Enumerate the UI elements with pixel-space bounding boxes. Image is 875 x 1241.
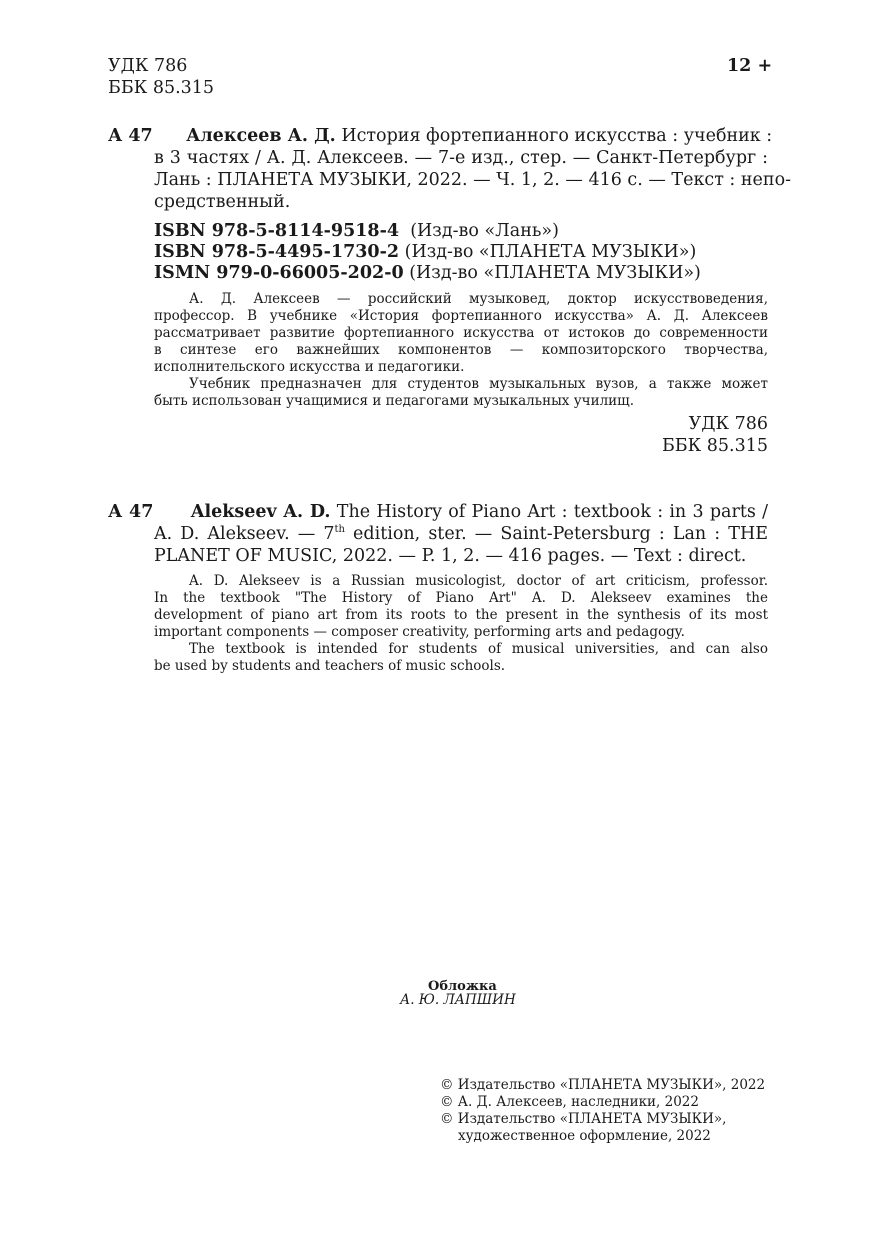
annotation-line: исполнительского искусства и педагогики. xyxy=(154,359,465,375)
en-record-line-1 xyxy=(108,502,768,523)
bbk-code: ББК 85.315 xyxy=(108,78,215,98)
isbn-publisher: (Изд-во «Лань») xyxy=(410,221,559,241)
en-record-line-2 xyxy=(154,524,768,545)
annotation-line: In the textbook "The History of Piano Art" A. D. Alekseev examines the xyxy=(154,590,768,606)
cover-credit-title: Обложка xyxy=(428,979,497,994)
ru-record-line-3: Лань : ПЛАНЕТА МУЗЫКИ, 2022. — Ч. 1, 2. — 416 с. — Текст : непо- xyxy=(154,170,792,190)
bbk-code-right: ББК 85.315 xyxy=(661,436,768,456)
ru-record-title: История фортепианного искусства : учебник : xyxy=(341,126,773,146)
annotation-line: important components — composer creativity, performing arts and pedagogy. xyxy=(154,624,685,640)
annotation-line: профессор. В учебнике «История фортепианного искусства» А. Д. Алексеев xyxy=(154,308,768,324)
copyright-line: © А. Д. Алексеев, наследники, 2022 xyxy=(440,1094,699,1110)
cover-designer-name: А. Ю. ЛАПШИН xyxy=(400,992,516,1008)
age-rating: 12 + xyxy=(727,56,773,76)
en-record-line-2-part-a: A. D. Alekseev. — 7 xyxy=(154,524,335,544)
isbn-publisher: (Изд-во «ПЛАНЕТА МУЗЫКИ») xyxy=(409,263,701,283)
ismn-number: ISMN 979-0-66005-202-0 xyxy=(154,263,404,283)
annotation-line: быть использован учащимися и педагогами музыкальных училищ. xyxy=(154,393,634,409)
ru-record-line-4: средственный. xyxy=(154,192,291,212)
annotation-line: Учебник предназначен для студентов музыкальных вузов, а также может xyxy=(189,376,768,392)
copyright-line: © Издательство «ПЛАНЕТА МУЗЫКИ», 2022 xyxy=(440,1077,766,1093)
udk-code-right: УДК 786 xyxy=(688,414,768,434)
annotation-line: А. Д. Алексеев — российский музыковед, доктор искусствоведения, xyxy=(189,291,768,307)
isbn-item xyxy=(154,263,701,284)
annotation-line: development of piano art from its roots to the present in the synthesis of its most xyxy=(154,607,768,623)
udk-code: УДК 786 xyxy=(108,56,188,76)
annotation-line: The textbook is intended for students of musical universities, and can also xyxy=(189,641,768,657)
annotation-line: be used by students and teachers of music schools. xyxy=(154,658,506,674)
isbn-number: ISBN 978-5-8114-9518-4 xyxy=(154,221,400,241)
ru-record-line-2: в 3 частях / А. Д. Алексеев. — 7-е изд., стер. — Санкт-Петербург : xyxy=(154,148,768,168)
ru-record-line-1 xyxy=(108,126,773,147)
annotation-line: в синтезе его важнейших компонентов — композиторского творчества, xyxy=(154,342,768,358)
copyright-line: художественное оформление, 2022 xyxy=(458,1128,711,1144)
isbn-item xyxy=(154,242,696,263)
ru-record-code: А 47 xyxy=(108,126,153,146)
isbn-number: ISBN 978-5-4495-1730-2 xyxy=(154,242,400,262)
en-record-line-3: PLANET OF MUSIC, 2022. — P. 1, 2. — 416 pages. — Text : direct. xyxy=(154,546,747,566)
annotation-line: A. D. Alekseev is a Russian musicologist, doctor of art criticism, professor. xyxy=(189,573,768,589)
en-record-author: Alekseev A. D. xyxy=(190,502,331,522)
en-record-title: The History of Piano Art : textbook : in 3 parts / xyxy=(336,502,768,522)
copyright-line: © Издательство «ПЛАНЕТА МУЗЫКИ», xyxy=(440,1111,727,1127)
en-record-line-2-part-b: edition, ster. — Saint-Petersburg : Lan : THE xyxy=(344,524,768,544)
isbn-publisher: (Изд-во «ПЛАНЕТА МУЗЫКИ») xyxy=(404,242,697,262)
annotation-line: рассматривает развитие фортепианного искусства от истоков до современности xyxy=(154,325,768,341)
edition-ordinal-suffix: th xyxy=(334,524,345,535)
ru-record-author: Алексеев А. Д. xyxy=(186,126,336,146)
isbn-item xyxy=(154,221,559,242)
en-record-code: А 47 xyxy=(108,502,154,522)
